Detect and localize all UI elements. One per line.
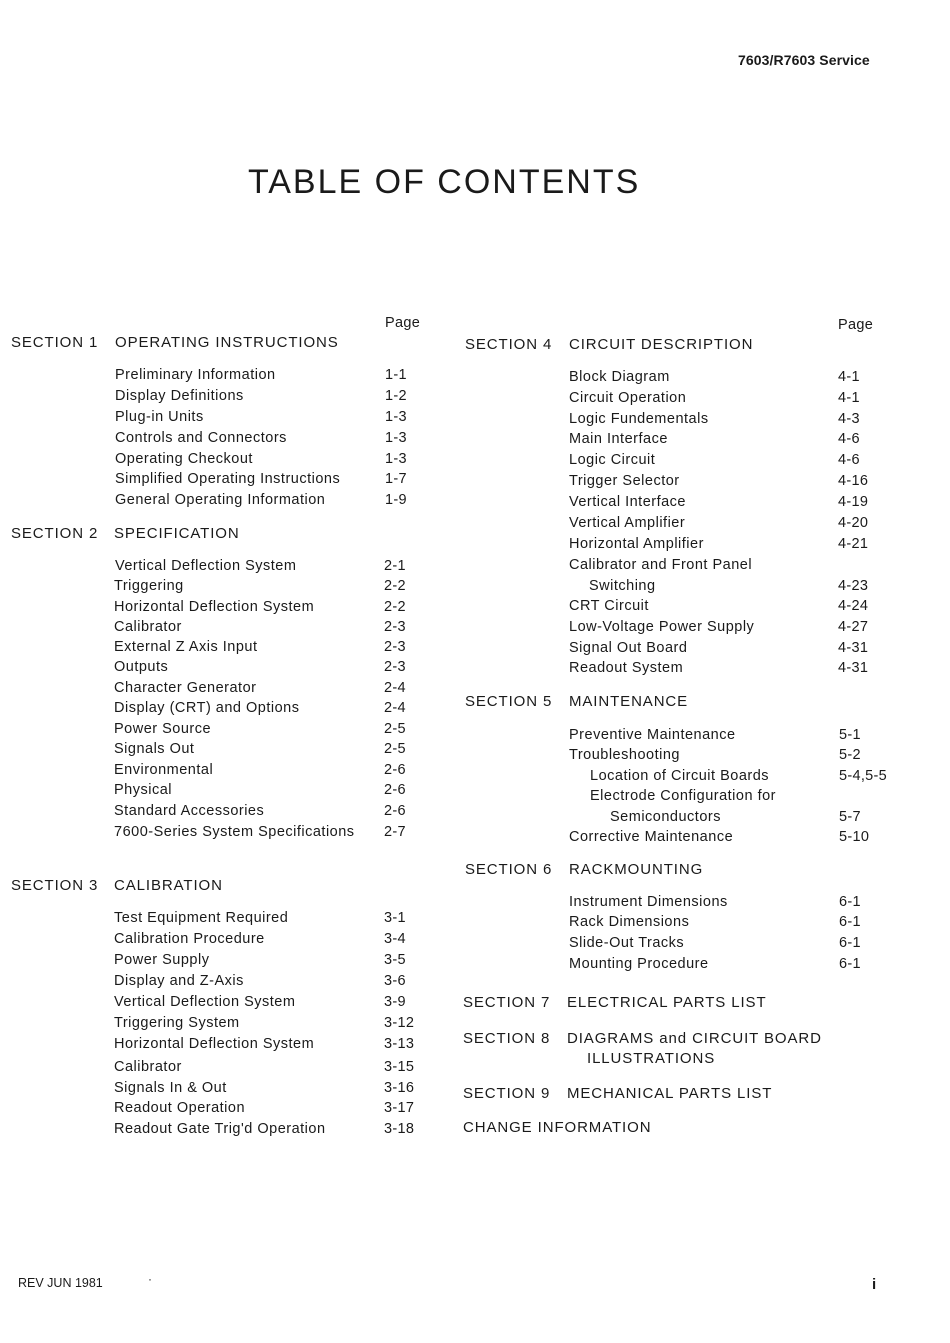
toc-entry-title[interactable]: Rack Dimensions bbox=[569, 914, 690, 930]
toc-entry-page: 4-3 bbox=[838, 411, 860, 427]
toc-entry-title[interactable]: Vertical Interface bbox=[569, 494, 686, 510]
toc-entry-title-continued[interactable]: Semiconductors bbox=[610, 809, 721, 825]
toc-entry-page: 1-3 bbox=[385, 409, 407, 425]
toc-entry-title[interactable]: Electrode Configuration for bbox=[590, 788, 776, 804]
toc-entry-title[interactable]: Environmental bbox=[114, 762, 214, 778]
toc-entry-page: 4-20 bbox=[838, 515, 869, 531]
toc-entry-page: 6-1 bbox=[839, 956, 861, 972]
toc-entry-page: 4-1 bbox=[838, 390, 860, 406]
toc-entry-page: 3-6 bbox=[384, 973, 406, 989]
toc-entry-page: 3-16 bbox=[384, 1080, 415, 1096]
toc-entry-title[interactable]: Horizontal Deflection System bbox=[114, 1036, 315, 1052]
section-2-title[interactable]: SPECIFICATION bbox=[114, 525, 240, 542]
toc-entry-title-continued[interactable]: Switching bbox=[589, 578, 656, 594]
toc-entry-page: 1-1 bbox=[385, 367, 407, 383]
toc-entry-title[interactable]: Vertical Deflection System bbox=[115, 558, 297, 574]
toc-entry-page: 4-19 bbox=[838, 494, 869, 510]
toc-entry-page: 2-3 bbox=[384, 659, 406, 675]
section-1-label[interactable]: SECTION 1 bbox=[11, 334, 99, 351]
toc-entry-title[interactable]: 7600-Series System Specifications bbox=[114, 824, 355, 840]
toc-entry-page: 1-2 bbox=[385, 388, 407, 404]
toc-entry-title[interactable]: Signals In & Out bbox=[114, 1080, 227, 1096]
toc-entry-title[interactable]: Troubleshooting bbox=[569, 747, 680, 763]
toc-entry-page: 4-31 bbox=[838, 660, 869, 676]
toc-entry-title[interactable]: Readout Gate Trig'd Operation bbox=[114, 1121, 326, 1137]
toc-entry-title[interactable]: Plug-in Units bbox=[115, 409, 204, 425]
revision-date: REV JUN 1981 bbox=[18, 1276, 103, 1290]
section-9-label[interactable]: SECTION 9 bbox=[463, 1085, 551, 1102]
footer-mark: · bbox=[148, 1272, 152, 1286]
toc-entry-title[interactable]: Operating Checkout bbox=[115, 451, 253, 467]
section-8-title-line2[interactable]: ILLUSTRATIONS bbox=[587, 1050, 716, 1067]
toc-entry-title[interactable]: Calibration Procedure bbox=[114, 931, 265, 947]
toc-entry-title[interactable]: Logic Fundementals bbox=[569, 411, 709, 427]
toc-entry-page: 2-4 bbox=[384, 700, 406, 716]
toc-entry-page: 2-7 bbox=[384, 824, 406, 840]
toc-entry-title[interactable]: Readout System bbox=[569, 660, 684, 676]
toc-entry-title[interactable]: Main Interface bbox=[569, 431, 668, 447]
toc-entry-page: 3-13 bbox=[384, 1036, 415, 1052]
toc-entry-title[interactable]: Triggering System bbox=[114, 1015, 240, 1031]
toc-entry-page: 4-6 bbox=[838, 431, 860, 447]
toc-entry-title[interactable]: Character Generator bbox=[114, 680, 257, 696]
toc-entry-page: 5-10 bbox=[839, 829, 870, 845]
toc-entry-title[interactable]: Slide-Out Tracks bbox=[569, 935, 685, 951]
section-2-label[interactable]: SECTION 2 bbox=[11, 525, 99, 542]
toc-entry-title[interactable]: Location of Circuit Boards bbox=[590, 768, 770, 784]
toc-entry-page: 4-21 bbox=[838, 536, 869, 552]
toc-entry-page: 4-1 bbox=[838, 369, 860, 385]
toc-entry-title[interactable]: Signal Out Board bbox=[569, 640, 688, 656]
toc-entry-title[interactable]: Controls and Connectors bbox=[115, 430, 287, 446]
toc-entry-page: 3-4 bbox=[384, 931, 406, 947]
toc-entry-title[interactable]: Display (CRT) and Options bbox=[114, 700, 300, 716]
toc-entry-title[interactable]: Instrument Dimensions bbox=[569, 894, 728, 910]
toc-entry-page: 6-1 bbox=[839, 935, 861, 951]
toc-entry-page: 4-24 bbox=[838, 598, 869, 614]
toc-entry-title[interactable]: Circuit Operation bbox=[569, 390, 687, 406]
toc-entry-title[interactable]: Corrective Maintenance bbox=[569, 829, 734, 845]
toc-entry-title[interactable]: Trigger Selector bbox=[569, 473, 680, 489]
page-title: TABLE OF CONTENTS bbox=[248, 163, 641, 201]
change-information-link[interactable]: CHANGE INFORMATION bbox=[463, 1119, 652, 1136]
toc-entry-page: 6-1 bbox=[839, 894, 861, 910]
toc-entry-title[interactable]: Preventive Maintenance bbox=[569, 727, 736, 743]
toc-entry-title[interactable]: Power Supply bbox=[114, 952, 210, 968]
section-7-title[interactable]: ELECTRICAL PARTS LIST bbox=[567, 994, 767, 1011]
toc-entry-page: 1-9 bbox=[385, 492, 407, 508]
toc-entry-title[interactable]: Block Diagram bbox=[569, 369, 670, 385]
toc-entry-page: 4-31 bbox=[838, 640, 869, 656]
toc-entry-page: 4-27 bbox=[838, 619, 869, 635]
toc-entry-page: 3-12 bbox=[384, 1015, 415, 1031]
toc-entry-page: 5-2 bbox=[839, 747, 861, 763]
toc-entry-page: 1-7 bbox=[385, 471, 407, 487]
toc-entry-title[interactable]: Power Source bbox=[114, 721, 212, 737]
toc-entry-title[interactable]: General Operating Information bbox=[115, 492, 326, 508]
toc-entry-page: 5-1 bbox=[839, 727, 861, 743]
toc-entry-title[interactable]: Horizontal Amplifier bbox=[569, 536, 704, 552]
toc-entry-title[interactable]: Calibrator bbox=[114, 1059, 182, 1075]
toc-entry-title[interactable]: Simplified Operating Instructions bbox=[115, 471, 341, 487]
toc-entry-page: 1-3 bbox=[385, 451, 407, 467]
toc-entry-title[interactable]: External Z Axis Input bbox=[114, 639, 258, 655]
section-8-title[interactable]: DIAGRAMS and CIRCUIT BOARD bbox=[567, 1030, 822, 1047]
toc-entry-page: 1-3 bbox=[385, 430, 407, 446]
toc-entry-title[interactable]: Mounting Procedure bbox=[569, 956, 709, 972]
toc-entry-title[interactable]: Triggering bbox=[114, 578, 184, 594]
toc-entry-title[interactable]: Vertical Deflection System bbox=[114, 994, 296, 1010]
toc-entry-page: 2-6 bbox=[384, 782, 406, 798]
toc-entry-page: 3-5 bbox=[384, 952, 406, 968]
toc-entry-page: 3-1 bbox=[384, 910, 406, 926]
toc-entry-page: 2-5 bbox=[384, 741, 406, 757]
section-5-label[interactable]: SECTION 5 bbox=[465, 693, 553, 710]
toc-entry-page: 3-17 bbox=[384, 1100, 415, 1116]
toc-entry-title[interactable]: Physical bbox=[114, 782, 172, 798]
toc-entry-page: 3-18 bbox=[384, 1121, 415, 1137]
toc-entry-title[interactable]: Display Definitions bbox=[115, 388, 244, 404]
toc-entry-page: 2-3 bbox=[384, 619, 406, 635]
toc-entry-page: 2-1 bbox=[384, 558, 406, 574]
toc-entry-page: 3-9 bbox=[384, 994, 406, 1010]
section-8-label[interactable]: SECTION 8 bbox=[463, 1030, 551, 1047]
toc-entry-title[interactable]: Horizontal Deflection System bbox=[114, 599, 315, 615]
toc-entry-page: 5-7 bbox=[839, 809, 861, 825]
section-4-label[interactable]: SECTION 4 bbox=[465, 336, 553, 353]
toc-entry-title[interactable]: Standard Accessories bbox=[114, 803, 265, 819]
toc-entry-title[interactable]: Calibrator and Front Panel bbox=[569, 557, 753, 573]
section-6-label[interactable]: SECTION 6 bbox=[465, 861, 553, 878]
toc-entry-title[interactable]: Logic Circuit bbox=[569, 452, 656, 468]
section-1-title[interactable]: OPERATING INSTRUCTIONS bbox=[115, 334, 339, 351]
section-6-title[interactable]: RACKMOUNTING bbox=[569, 861, 704, 878]
toc-entry-page: 3-15 bbox=[384, 1059, 415, 1075]
toc-entry-page: 4-6 bbox=[838, 452, 860, 468]
page-number: i bbox=[872, 1276, 877, 1293]
toc-entry-page: 2-6 bbox=[384, 762, 406, 778]
toc-entry-title[interactable]: CRT Circuit bbox=[569, 598, 649, 614]
model-label: 7603/R7603 Service bbox=[738, 52, 870, 68]
toc-entry-title[interactable]: Outputs bbox=[114, 659, 169, 675]
toc-entry-page: 5-4,5-5 bbox=[839, 768, 888, 784]
toc-entry-title[interactable]: Signals Out bbox=[114, 741, 195, 757]
section-3-title[interactable]: CALIBRATION bbox=[114, 877, 223, 894]
section-7-label[interactable]: SECTION 7 bbox=[463, 994, 551, 1011]
toc-entry-title[interactable]: Vertical Amplifier bbox=[569, 515, 686, 531]
toc-entry-page: 2-6 bbox=[384, 803, 406, 819]
toc-entry-title[interactable]: Calibrator bbox=[114, 619, 182, 635]
section-5-title[interactable]: MAINTENANCE bbox=[569, 693, 689, 710]
toc-entry-page: 4-23 bbox=[838, 578, 869, 594]
section-4-title[interactable]: CIRCUIT DESCRIPTION bbox=[569, 336, 754, 353]
toc-entry-title[interactable]: Preliminary Information bbox=[115, 367, 276, 383]
right-page-col-label: Page bbox=[838, 317, 874, 333]
toc-entry-page: 2-2 bbox=[384, 578, 406, 594]
toc-entry-page: 2-5 bbox=[384, 721, 406, 737]
toc-entry-page: 2-3 bbox=[384, 639, 406, 655]
section-9-title[interactable]: MECHANICAL PARTS LIST bbox=[567, 1085, 773, 1102]
toc-entry-title[interactable]: Readout Operation bbox=[114, 1100, 246, 1116]
toc-entry-page: 6-1 bbox=[839, 914, 861, 930]
toc-entry-page: 4-16 bbox=[838, 473, 869, 489]
toc-entry-title[interactable]: Low-Voltage Power Supply bbox=[569, 619, 755, 635]
toc-entry-title[interactable]: Display and Z-Axis bbox=[114, 973, 244, 989]
toc-entry-title[interactable]: Test Equipment Required bbox=[114, 910, 289, 926]
toc-entry-page: 2-4 bbox=[384, 680, 406, 696]
toc-entry-page: 2-2 bbox=[384, 599, 406, 615]
left-page-col-label: Page bbox=[385, 315, 421, 331]
section-3-label[interactable]: SECTION 3 bbox=[11, 877, 99, 894]
